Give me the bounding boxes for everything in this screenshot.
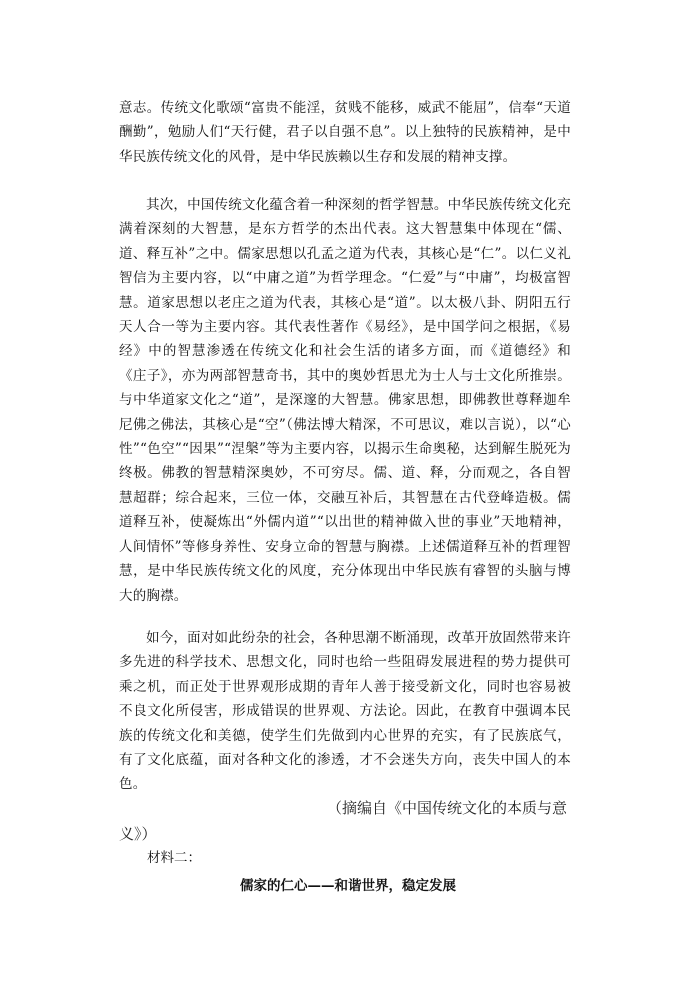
paragraph-text: 意志。传统文化歌颂“富贵不能淫，贫贱不能移，威武不能屈”，信奉“天道酬勤”，勉励人们“天行健，君子以自强不息”。以上独特的民族精神，是中华民族传统文化的风骨，是中华民族赖以生存和发展的精神支撑。	[119, 100, 571, 165]
section-subtitle: 儒家的仁心——和谐世界，稳定发展	[240, 878, 456, 894]
body-paragraph-3	[119, 626, 571, 797]
source-citation-line-1: （摘编自《中国传统文化的本质与意	[327, 799, 568, 817]
source-citation	[119, 795, 571, 847]
material-label: 材料二：	[147, 850, 201, 866]
body-paragraph-1	[119, 96, 571, 169]
paragraph-text: 如今，面对如此纷杂的社会，各种思潮不断涌现，改革开放固然带来许多先进的科学技术、思想文化，同时也给一些阻碍发展进程的势力提供可乘之机，而正处于世界观形成期的青年人善于接受新文化，同时也容易被不良文化所侵害，形成错误的世界观、方法论。因此，在教育中强调本民族的传统文化和美德，使学生们先做到内心世界的充实，有了民族底气，有了文化底蕴，面对各种文化的渗透，才不会迷失方向，丧失中国人的本色。	[119, 630, 571, 793]
paragraph-text: 其次，中国传统文化蕴含着一种深刻的哲学智慧。中华民族传统文化充满着深刻的大智慧，是东方哲学的杰出代表。这大智慧集中体现在“儒、道、释互补”之中。儒家思想以孔孟之道为代表，其核心是“仁”。以仁义礼智信为主要内容，以“中庸之道”为哲学理念。“仁爱”与“中庸”，均极富智慧。道家思想以老庄之道为代表，其核心是“道”。以太极八卦、阴阳五行天人合一等为主要内容。其代表性著作《易经》，是中国学问之根据，《易经》中的智慧渗透在传统文化和社会生活的诸多方面，而《道德经》和《庄子》，亦为两部智慧奇书，其中的奥妙哲思尤为士人与士文化所推崇。与中华道家文化之“道”，是深邃的大智慧。佛家思想，即佛教世尊释迦牟尼佛之佛法，其核心是“空”（佛法博大精深，不可思议，难以言说），以“心性”“色空”“因果”“涅槃”等为主要内容，以揭示生命奥秘，达到解生脱死为终极。佛教的智慧精深奥妙，不可穷尽。儒、道、释，分而观之，各自智慧超群；综合起来，三位一体，交融互补后，其智慧在古代登峰造极。儒道释互补，使凝炼出“外儒内道”“以出世的精神做入世的事业”天地精神，人间情怀”等修身养性、安身立命的智慧与胸襟。上述儒道释互补的哲理智慧，是中华民族传统文化的风度，充分体现出中华民族有睿智的头脑与博大的胸襟。	[119, 197, 571, 604]
body-paragraph-2	[119, 193, 571, 608]
source-citation-line-2: 义》）	[119, 825, 157, 843]
